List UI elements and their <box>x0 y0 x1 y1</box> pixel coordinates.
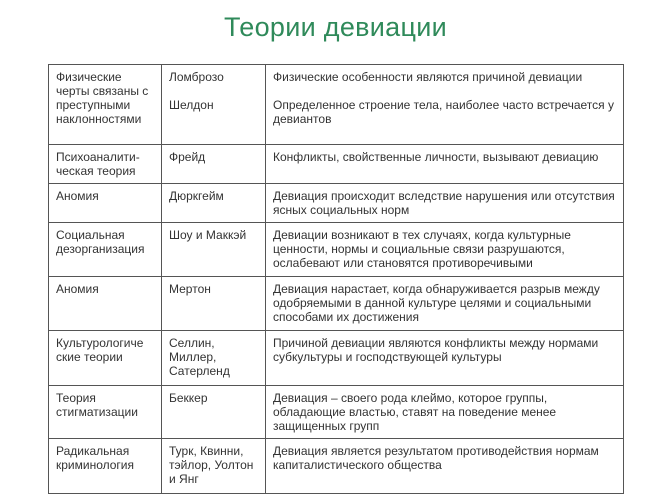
table-row <box>49 331 624 386</box>
theory-cell: Физические черты связаны с преступными наклонностями <box>49 65 162 145</box>
description-cell: Девиация нарастает, когда обнаруживается разрыв между одобряемыми в данной культуре целями и социальными способами их достижения <box>266 277 624 331</box>
description-cell: Причиной девиации являются конфликты между нормами субкультуры и господствующей культуры <box>266 331 624 386</box>
table-row <box>49 65 624 145</box>
author-name: Шелдон <box>169 98 214 112</box>
description-cell: Девиации возникают в тех случаях, когда культурные ценности, нормы и социальные связи разрушаются, ослабевают или становятся противоречивыми <box>266 223 624 277</box>
description-cell <box>266 65 624 145</box>
description-cell: Девиация происходит вследствие нарушения или отсутствия ясных социальных норм <box>266 184 624 223</box>
table-row <box>49 184 624 223</box>
theory-cell: Теория стигматизации <box>49 386 162 439</box>
table-row <box>49 439 624 494</box>
table-row <box>49 386 624 439</box>
theory-cell: Аномия <box>49 277 162 331</box>
authors-cell: Селлин, Миллер, Сатерленд <box>162 331 266 386</box>
table-row <box>49 277 624 331</box>
cell-spacer <box>273 84 617 98</box>
description-cell: Конфликты, свойственные личности, вызывают девиацию <box>266 145 624 184</box>
authors-cell: Турк, Квинни, тэйлор, Уолтон и Янг <box>162 439 266 494</box>
author-name: Ломброзо <box>169 70 224 84</box>
authors-cell: Фрейд <box>162 145 266 184</box>
table-row <box>49 223 624 277</box>
cell-spacer <box>169 84 259 98</box>
theory-cell: Культурологиче ские теории <box>49 331 162 386</box>
theory-cell: Радикальная криминология <box>49 439 162 494</box>
authors-cell: Мертон <box>162 277 266 331</box>
page-title: Теории девиации <box>223 12 448 42</box>
theory-cell: Социальная дезорганизация <box>49 223 162 277</box>
theories-table <box>48 64 624 494</box>
theory-cell: Психоаналити-ческая теория <box>49 145 162 184</box>
authors-cell: Беккер <box>162 386 266 439</box>
description-text: Определенное строение тела, наиболее часто встречается у девиантов <box>273 98 614 126</box>
theory-cell: Аномия <box>49 184 162 223</box>
authors-cell: Шоу и Маккэй <box>162 223 266 277</box>
authors-cell <box>162 65 266 145</box>
authors-cell: Дюркгейм <box>162 184 266 223</box>
description-cell: Девиация – своего рода клеймо, которое группы, обладающие властью, ставят на поведение менее защищенных групп <box>266 386 624 439</box>
description-text: Физические особенности являются причиной девиации <box>273 70 583 84</box>
description-cell: Девиация является результатом противодействия нормам капиталистического общества <box>266 439 624 494</box>
table-row <box>49 145 624 184</box>
